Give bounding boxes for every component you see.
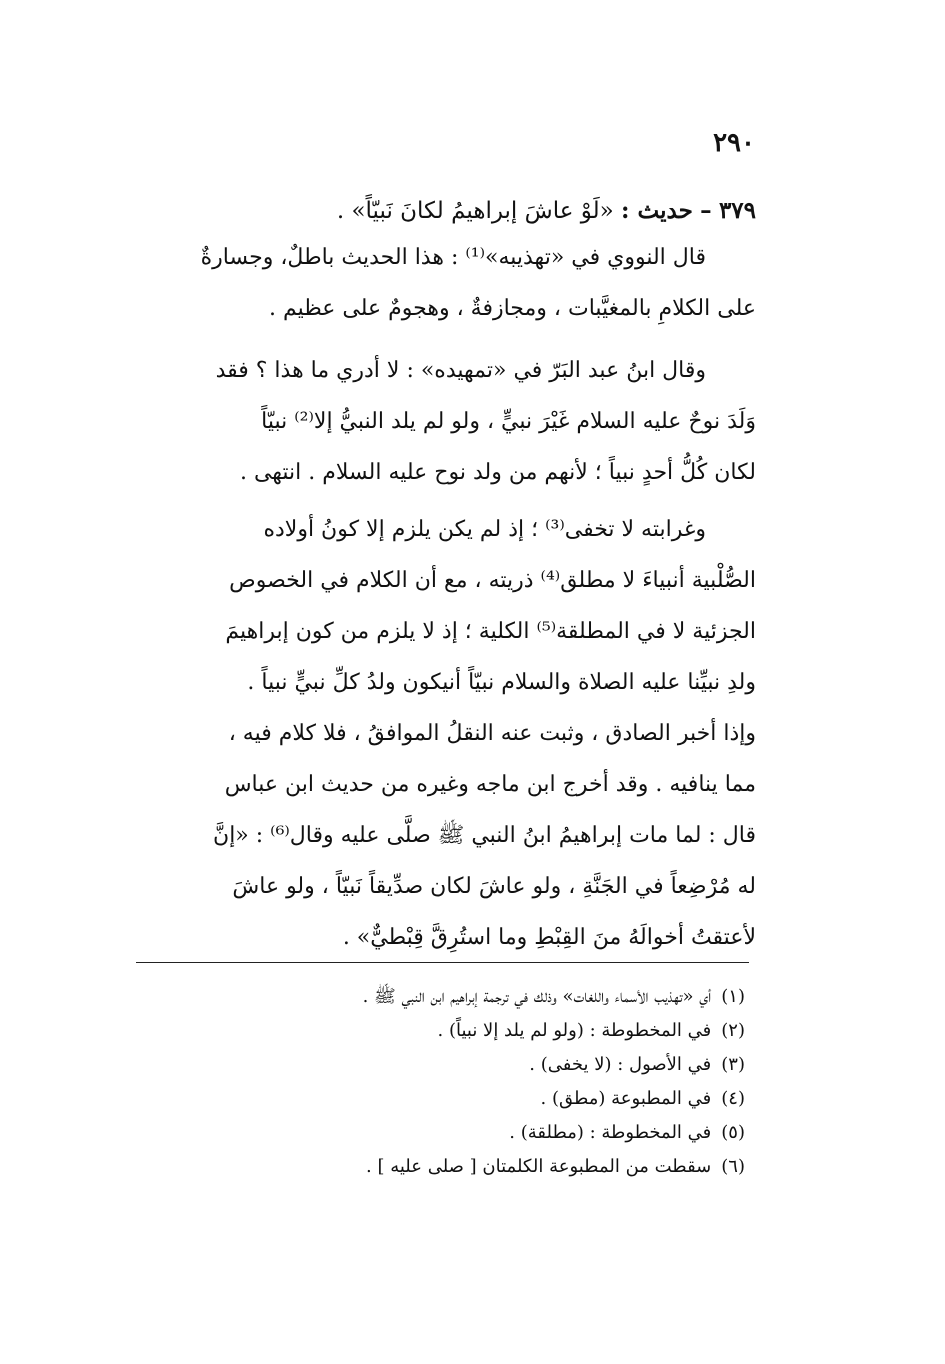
text-line: على الكلامِ بالمغيَّبات ، ومجازفةٌ ، وهجومٌ على عظيم . [268, 296, 756, 321]
footnote-4 [105, 1082, 745, 1116]
footnotes [105, 980, 745, 1184]
hadith-text: «لَوْ عاشَ إبراهيمُ لكانَ نَبيّاً» . [336, 198, 614, 224]
footnote-text: سقطت من المطبوعة الكلمتان [ صلى عليه ] . [366, 1156, 712, 1177]
page-number: ٢٩٠ [713, 128, 755, 158]
text-line: الجزئية لا في المطلقة⁽⁵⁾ الكلية ؛ إذ لا يلزم من كون إبراهيمَ [225, 619, 756, 644]
hadith-keyword: حديث : [621, 197, 693, 224]
footnote-number: (٥) [721, 1122, 745, 1143]
footnote-divider [136, 962, 749, 963]
text-line: لكان كُلُّ أحدٍ نبياً ؛ لأنهم من ولد نوح عليه السلام . انتهى . [239, 460, 756, 485]
text-line: لأعتقتُ أخوالَهُ منَ القِبْطِ وما استُرِقَّ قِبْطيٌّ» . [342, 925, 756, 950]
text-line: وقال ابنُ عبد البَرّ في «تمهيده» : لا أدري ما هذا ؟ فقد [215, 358, 706, 383]
footnote-text: في المخطوطة : (مطلقة) . [509, 1122, 712, 1143]
hadith-heading [86, 185, 756, 236]
footnote-number: (٦) [721, 1156, 745, 1177]
footnote-text: في المخطوطة : (ولو لم يلد إلا نبياً) . [437, 1020, 712, 1041]
footnote-text: في المطبوعة (مطق) . [540, 1088, 712, 1109]
footnote-number: (١) [721, 986, 745, 1007]
text-line: الصُّلْبية أنبياءَ لا مطلق⁽⁴⁾ ذريته ، مع أن الكلام في الخصوص [229, 568, 756, 593]
footnote-text: في الأصول : (لا يخفى) . [529, 1054, 712, 1075]
hadith-number: ٣٧٩ [718, 197, 756, 224]
text-line: له مُرْضِعاً في الجَنَّةِ ، ولو عاشَ لكان صدِّيقاً نَبيّاً ، ولو عاشَ [232, 874, 756, 899]
text-line: وغرابته لا تخفى⁽³⁾ ؛ إذ لم يكن يلزم إلا كونُ أولاده [263, 517, 706, 542]
hadith-dash: – [700, 197, 712, 224]
footnote-2 [105, 1014, 745, 1048]
text-line: ولدِ نبيِّنا عليه الصلاة والسلام نبيّاً أنيكون ولدُ كلِّ نبيٍّ نبياً . [247, 670, 756, 695]
footnote-number: (٣) [721, 1054, 745, 1075]
hadith-heading-line [86, 185, 756, 236]
text-line: مما ينافيه . وقد أخرج ابن ماجه وغيره من حديث ابن عباس [224, 772, 756, 797]
footnote-text: أي «تهذيب الأسماء واللغات» وذلك في ترجمة إبراهيم ابن النبي ﷺ . [362, 986, 712, 1007]
footnote-6 [105, 1150, 745, 1184]
text-line: وَلَدَ نوحٌ عليه السلام غَيْرَ نبيٍّ ، ولو لم يلد النبيُّ إلا⁽²⁾ نبيّاً [261, 409, 756, 434]
paragraph-nawawi [86, 232, 756, 334]
footnote-1 [105, 980, 745, 1014]
text-line: وإذا أخبر الصادق ، وثبت عنه النقلُ الموافقُ ، فلا كلام فيه ، [228, 721, 756, 746]
footnote-3 [105, 1048, 745, 1082]
footnote-number: (٤) [721, 1088, 745, 1109]
footnote-number: (٢) [721, 1020, 745, 1041]
paragraph-commentary [86, 504, 756, 963]
paragraph-ibn-abd-al-barr [86, 345, 756, 498]
text-line: قال : لما مات إبراهيمُ ابنُ النبي ﷺ صلَّى عليه وقال⁽⁶⁾ : «إنَّ [213, 823, 756, 848]
footnote-5 [105, 1116, 745, 1150]
text-line: قال النووي في «تهذيبه»⁽¹⁾ : هذا الحديث باطلٌ، وجسارةٌ [200, 245, 706, 270]
